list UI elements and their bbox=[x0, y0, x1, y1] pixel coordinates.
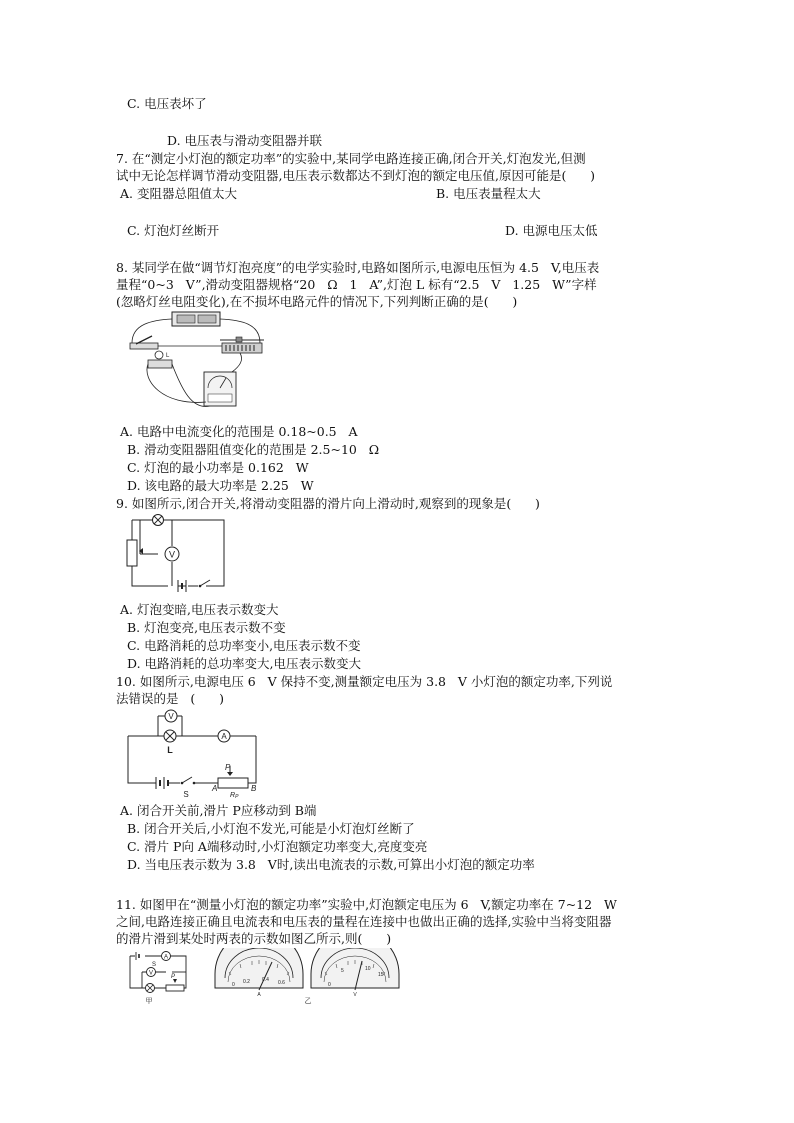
slider-p-label: P bbox=[171, 974, 176, 980]
rheostat-icon bbox=[220, 337, 264, 353]
rheostat-icon bbox=[166, 979, 184, 991]
q8-apparatus-figure bbox=[122, 310, 274, 416]
lamp-icon bbox=[146, 984, 155, 993]
terminal-b-label: B bbox=[251, 784, 257, 793]
q11-stem-line1: 11. 如图甲在“测量小灯泡的额定功率”实验中,灯泡额定电压为 6 V,额定功率在 7~12 W bbox=[116, 897, 617, 912]
tick-label: 15 bbox=[378, 972, 384, 978]
switch-icon bbox=[181, 777, 196, 784]
ammeter-label: A bbox=[221, 732, 227, 741]
q6-option-d: D. 电压表与滑动变阻器并联 bbox=[167, 133, 323, 148]
q7-stem-line2: 试中无论怎样调节滑动变阻器,电压表示数都达不到灯泡的额定电压值,原因可能是( ) bbox=[116, 168, 596, 183]
q7-option-c: C. 灯泡灯丝断开 bbox=[127, 223, 220, 238]
lamp-icon bbox=[148, 351, 172, 368]
q11-stem-line3: 的滑片滑到某处时两表的示数如图乙所示,则( ) bbox=[116, 931, 392, 946]
q8-stem-line1: 8. 某同学在做“调节灯泡亮度”的电学实验时,电路如图所示,电源电压恒为 4.5 V,电压表 bbox=[116, 260, 600, 275]
switch-label: S bbox=[152, 962, 157, 968]
voltmeter-label: V bbox=[148, 970, 154, 977]
lamp-label: L bbox=[167, 745, 173, 755]
q9-option-a: A. 灯泡变暗,电压表示数变大 bbox=[120, 602, 279, 617]
voltmeter-icon bbox=[204, 372, 236, 406]
battery-icon bbox=[135, 952, 145, 960]
q7-option-b: B. 电压表量程太大 bbox=[436, 186, 541, 201]
q10-stem-line2: 法错误的是 ( ) bbox=[116, 691, 225, 706]
tick-label: 0 bbox=[328, 982, 331, 988]
voltmeter-unit-label: V bbox=[353, 992, 357, 998]
lamp-icon bbox=[153, 515, 164, 526]
ammeter-dial bbox=[215, 948, 303, 998]
tick-label: 0.4 bbox=[262, 977, 269, 983]
figure-yi-label: 乙 bbox=[304, 998, 312, 1005]
tick-label: 0.6 bbox=[278, 980, 285, 986]
switch-label: S bbox=[183, 790, 189, 798]
q9-option-d: D. 电路消耗的总功率变大,电压表示数变大 bbox=[127, 656, 361, 671]
q8-option-a: A. 电路中电流变化的范围是 0.18~0.5 A bbox=[120, 424, 358, 439]
ammeter-label: A bbox=[163, 954, 169, 961]
ammeter-icon bbox=[162, 952, 171, 961]
q8-option-d: D. 该电路的最大功率是 2.25 W bbox=[127, 478, 314, 493]
ammeter-unit-label: A bbox=[257, 992, 261, 998]
slider-p-label: P bbox=[225, 763, 231, 772]
q8-stem-line2: 量程“0~3 V”,滑动变阻器规格“20 Ω 1 A”,灯泡 L 标有“2.5 V 1.25 W”字样 bbox=[116, 277, 597, 292]
rheostat-icon bbox=[218, 772, 248, 788]
q9-circuit-figure bbox=[122, 514, 230, 592]
q6-option-c: C. 电压表坏了 bbox=[127, 96, 207, 111]
q10-option-a: A. 闭合开关前,滑片 P应移动到 B端 bbox=[120, 803, 317, 818]
q7-stem-line1: 7. 在“测定小灯泡的额定功率”的实验中,某同学电路连接正确,闭合开关,灯泡发光,但测 bbox=[116, 151, 586, 166]
terminal-a-label: A bbox=[212, 784, 218, 793]
battery-icon bbox=[156, 777, 168, 789]
tick-label: 0.2 bbox=[243, 979, 250, 985]
tick-label: 0 bbox=[232, 982, 235, 988]
q8-stem-line3: (忽略灯丝电阻变化),在不损坏电路元件的情况下,下列判断正确的是( ) bbox=[116, 294, 518, 309]
q10-option-d: D. 当电压表示数为 3.8 V时,读出电流表的示数,可算出小灯泡的额定功率 bbox=[127, 857, 535, 872]
voltmeter-dial bbox=[311, 948, 399, 998]
q8-option-c: C. 灯泡的最小功率是 0.162 W bbox=[127, 460, 309, 475]
voltmeter-icon bbox=[147, 968, 156, 977]
lamp-icon bbox=[164, 730, 176, 742]
q7-option-a: A. 变阻器总阻值太大 bbox=[120, 186, 237, 201]
q10-circuit-figure bbox=[122, 706, 262, 798]
tick-label: 5 bbox=[341, 968, 344, 974]
voltmeter-label: V bbox=[168, 712, 174, 721]
q10-option-b: B. 闭合开关后,小灯泡不发光,可能是小灯泡灯丝断了 bbox=[127, 821, 415, 836]
q8-option-b: B. 滑动变阻器阻值变化的范围是 2.5~10 Ω bbox=[127, 442, 380, 457]
rheostat-label: RP bbox=[230, 792, 239, 798]
q11-stem-line2: 之间,电路连接正确且电流表和电压表的量程在连接中也做出正确的选择,实验中当将变阻器 bbox=[116, 914, 612, 929]
svg-text:L: L bbox=[166, 353, 170, 359]
switch-icon bbox=[130, 336, 158, 349]
q11-figure bbox=[122, 948, 412, 1006]
voltmeter-icon bbox=[165, 547, 179, 561]
rheostat-icon bbox=[127, 540, 143, 566]
ammeter-icon bbox=[218, 730, 230, 742]
q9-option-b: B. 灯泡变亮,电压表示数不变 bbox=[127, 620, 286, 635]
tick-label: 10 bbox=[365, 966, 371, 972]
voltmeter-label: V bbox=[168, 549, 176, 560]
q10-option-c: C. 滑片 P向 A端移动时,小灯泡额定功率变大,亮度变亮 bbox=[127, 839, 428, 854]
voltmeter-icon bbox=[165, 710, 177, 722]
q7-option-d: D. 电源电压太低 bbox=[505, 223, 598, 238]
q9-stem-line1: 9. 如图所示,闭合开关,将滑动变阻器的滑片向上滑动时,观察到的现象是( ) bbox=[116, 496, 540, 511]
q9-option-c: C. 电路消耗的总功率变小,电压表示数不变 bbox=[127, 638, 361, 653]
figure-jia-label: 甲 bbox=[145, 998, 153, 1005]
q10-stem-line1: 10. 如图所示,电源电压 6 V 保持不变,测量额定电压为 3.8 V 小灯泡的额定功率,下列说 bbox=[116, 674, 613, 689]
